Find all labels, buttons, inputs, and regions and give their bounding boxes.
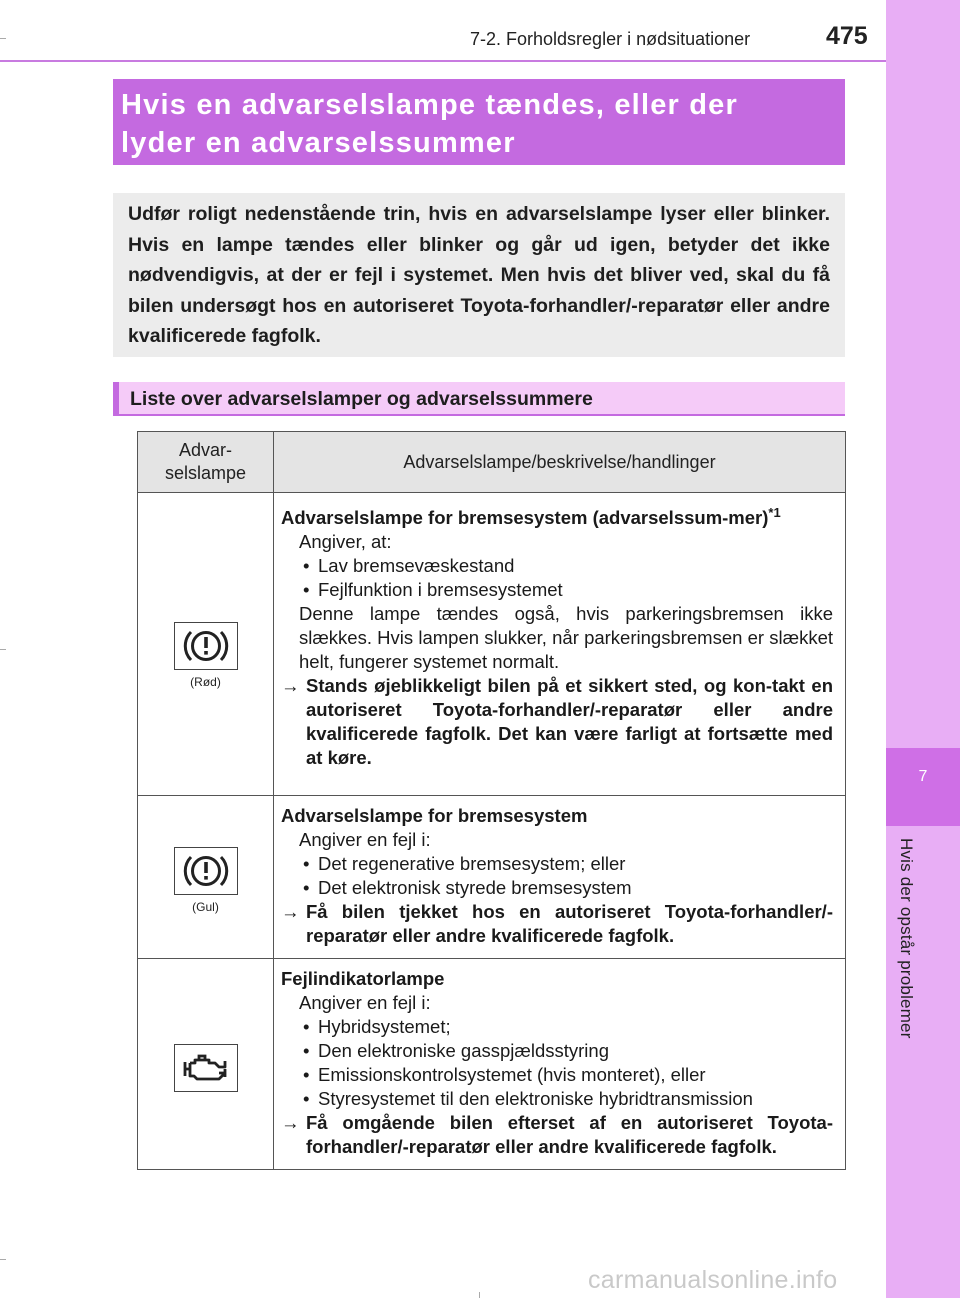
- warning-lamp-table: [137, 431, 846, 1170]
- lamp-icon-cell: [138, 796, 274, 959]
- crop-mark: [0, 649, 6, 650]
- lamp-color-label: (Gul): [192, 899, 219, 914]
- crop-mark: [479, 1292, 480, 1298]
- table-header-row: [138, 432, 846, 493]
- lamp-name: Advarselslampe for bremsesystem (advarselssum-mer)$^{*1}$: [281, 505, 781, 529]
- list-item: • Det elektronisk styrede bremsesystem: [299, 876, 833, 900]
- chapter-side-tab: [886, 0, 960, 1298]
- lamp-name: Advarselslampe for bremsesystem: [281, 805, 588, 826]
- arrow-right-icon: →: [281, 1112, 300, 1133]
- brake-warning-icon: [174, 847, 238, 895]
- chapter-number-box: [886, 748, 960, 826]
- subheading-accent-bar: [113, 382, 119, 416]
- crop-mark: [0, 1259, 6, 1260]
- engine-check-icon: [174, 1044, 238, 1092]
- arrow-right-icon: →: [281, 901, 300, 922]
- crop-mark: [0, 38, 6, 39]
- lamp-description-cell: [274, 493, 846, 796]
- page-number: 475: [826, 22, 868, 50]
- lamp-description-cell: [274, 959, 846, 1170]
- list-item: • Hybridsystemet;: [299, 1015, 833, 1039]
- lamp-action: → Få omgående bilen efterset af en autoriseret Toyota-forhandler/-reparatør eller andre kvalificerede fagfolk.: [281, 1112, 833, 1157]
- list-item: • Styresystemet til den elektroniske hybridtransmission: [299, 1087, 833, 1111]
- lamp-icon-cell: [138, 959, 274, 1170]
- watermark: carmanualsonline.info: [588, 1266, 838, 1294]
- list-item: • Det regenerative bremsesystem; eller: [299, 852, 833, 876]
- subheading-text: Liste over advarselslamper og advarselssummere: [130, 388, 593, 410]
- chapter-title: Hvis der opstår problemer: [897, 838, 916, 1039]
- list-item: • Fejlfunktion i bremsesystemet: [299, 578, 833, 602]
- table-row: [138, 959, 846, 1170]
- lamp-action: → Stands øjeblikkeligt bilen på et sikkert sted, og kon-takt en autoriseret Toyota-forhandler/-reparatør eller andre kvalificerede fagfolk. Det kan være farligt at fortsætte med at køre.: [281, 675, 833, 769]
- section-title-banner: [113, 79, 845, 165]
- section-title-line2: lyder en advarselssummer: [121, 127, 516, 159]
- subheading: [113, 382, 845, 416]
- list-item: • Den elektroniske gasspjældsstyring: [299, 1039, 833, 1063]
- lamp-indicates: Angiver, at:: [299, 531, 392, 553]
- table-row: [138, 493, 846, 796]
- intro-box: [113, 193, 845, 357]
- list-item: • Emissionskontrolsystemet (hvis monteret), eller: [299, 1063, 833, 1087]
- lamp-color-label: (Rød): [190, 674, 221, 689]
- intro-text: Udfør roligt nedenstående trin, hvis en advarselslampe lyser eller blinker. Hvis en lampe tændes eller blinker og går ud igen, betyder det ikke nødvendigvis, at der er fejl i systemet. Men hvis det bliver ved, skal du få bilen undersøgt hos en autoriseret Toyota-forhandler/-reparatør eller andre kvalificerede fagfolk.: [128, 203, 830, 347]
- brake-warning-icon: [174, 622, 238, 670]
- lamp-icon-cell: [138, 493, 274, 796]
- lamp-name: Fejlindikatorlampe: [281, 968, 445, 989]
- column-header-description: Advarselslampe/beskrivelse/handlinger: [274, 432, 846, 493]
- running-header-section: 7-2. Forholdsregler i nødsituationer: [470, 29, 751, 49]
- footnote-marker: *1: [768, 505, 781, 520]
- chapter-number: 7: [918, 768, 928, 785]
- lamp-note: Denne lampe tændes også, hvis parkeringsbremsen ikke slækkes. Hvis lampen slukker, når parkeringsbremsen er slækket helt, fungerer systemet normalt.: [299, 603, 833, 673]
- lamp-indicates: Angiver en fejl i:: [299, 829, 431, 850]
- lamp-description-cell: [274, 796, 846, 959]
- column-header-lamp: Advar- selslampe: [138, 432, 274, 493]
- header-rule: [0, 60, 886, 62]
- arrow-right-icon: →: [281, 675, 300, 697]
- lamp-indicates: Angiver en fejl i:: [299, 992, 431, 1013]
- table-row: [138, 796, 846, 959]
- section-title-line1: Hvis en advarselslampe tændes, eller der: [121, 89, 738, 121]
- list-item: • Lav bremsevæskestand: [299, 554, 833, 578]
- lamp-action: → Få bilen tjekket hos en autoriseret Toyota-forhandler/-reparatør eller andre kvalificerede fagfolk.: [281, 901, 833, 946]
